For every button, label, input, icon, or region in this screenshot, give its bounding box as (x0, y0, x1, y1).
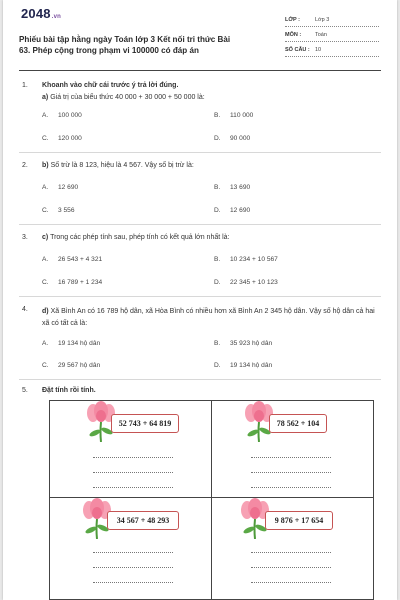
count-value: 10 (315, 47, 322, 53)
option-letter[interactable]: D. (214, 135, 221, 142)
option-letter[interactable]: B. (214, 256, 221, 263)
logo-suffix: .vn (51, 14, 62, 20)
class-underline (285, 26, 379, 27)
question-number: 3. (22, 234, 28, 241)
option-value[interactable]: 35 923 hộ dân (230, 340, 273, 347)
option-letter[interactable]: C. (42, 279, 49, 286)
question-part: a) (42, 94, 49, 101)
logo-text: 2048 (21, 6, 51, 21)
question-part: c) (42, 234, 49, 241)
exercise-box: 9 876 + 17 654 (265, 511, 333, 530)
exercise-box: 34 567 + 48 293 (107, 511, 179, 530)
question-text (42, 234, 230, 241)
option-value[interactable]: 16 789 + 1 234 (58, 279, 103, 286)
option-value[interactable]: 10 234 + 10 567 (230, 256, 278, 263)
option-letter[interactable]: A. (42, 340, 49, 347)
option-value[interactable]: 26 543 + 4 321 (58, 256, 103, 263)
question-heading: Khoanh vào chữ cái trước ý trả lời đúng. (42, 82, 179, 89)
grid-divider-vertical (211, 400, 212, 600)
answer-line[interactable] (251, 552, 331, 553)
question-number: 2. (22, 162, 28, 169)
answer-line[interactable] (93, 472, 173, 473)
option-value[interactable]: 29 567 hộ dân (58, 362, 101, 369)
option-letter[interactable]: A. (42, 256, 49, 263)
question-text (42, 306, 382, 330)
site-logo[interactable] (21, 6, 61, 21)
option-letter[interactable]: B. (214, 184, 221, 191)
worksheet-title: Phiếu bài tập hằng ngày Toán lớp 3 Kết nối tri thức Bài 63. Phép cộng trong phạm vi 100000 có đáp án (19, 35, 231, 55)
answer-line[interactable] (93, 582, 173, 583)
answer-line[interactable] (93, 552, 173, 553)
question-separator (19, 224, 381, 225)
option-value[interactable]: 12 690 (58, 184, 79, 191)
question-body: Giá trị của biểu thức 40 000 + 30 000 + 50 000 là: (50, 94, 205, 101)
option-value[interactable]: 110 000 (230, 112, 254, 119)
answer-line[interactable] (251, 567, 331, 568)
count-label: SỐ CÂU : (285, 47, 310, 53)
question-body: Trong các phép tính sau, phép tính có kết quả lớn nhất là: (50, 234, 230, 241)
option-letter[interactable]: A. (42, 112, 49, 119)
option-letter[interactable]: C. (42, 362, 49, 369)
question-part: b) (42, 162, 49, 169)
question-body: Xã Bình An có 16 789 hộ dân, xã Hòa Bình có nhiều hơn xã Bình An 2 345 hộ dân. Vậy số hộ dân cả hai xã có tất cả là: (42, 308, 375, 327)
subject-label: MÔN : (285, 32, 302, 38)
option-letter[interactable]: B. (214, 112, 221, 119)
answer-line[interactable] (251, 457, 331, 458)
option-letter[interactable]: D. (214, 279, 221, 286)
question-separator (19, 379, 381, 380)
option-value[interactable]: 19 134 hộ dân (58, 340, 101, 347)
question-separator (19, 152, 381, 153)
subject-value: Toán (315, 32, 327, 38)
question-body: Số trừ là 8 123, hiệu là 4 567. Vậy số bị trừ là: (50, 162, 194, 169)
answer-line[interactable] (251, 582, 331, 583)
answer-line[interactable] (93, 457, 173, 458)
question-part: d) (42, 308, 49, 315)
option-value[interactable]: 120 000 (58, 135, 82, 142)
option-letter[interactable]: C. (42, 135, 49, 142)
class-value: Lớp 3 (315, 17, 330, 23)
option-letter[interactable]: C. (42, 207, 49, 214)
option-letter[interactable]: B. (214, 340, 221, 347)
question-number: 5. (22, 387, 28, 394)
answer-line[interactable] (93, 567, 173, 568)
question-text (42, 94, 205, 101)
option-value[interactable]: 13 690 (230, 184, 251, 191)
option-value[interactable]: 3 556 (58, 207, 75, 214)
question-separator (19, 296, 381, 297)
option-value[interactable]: 19 134 hộ dân (230, 362, 273, 369)
option-value[interactable]: 100 000 (58, 112, 82, 119)
worksheet-page (3, 0, 397, 600)
option-value[interactable]: 22 345 + 10 123 (230, 279, 278, 286)
question-text (42, 162, 194, 169)
class-label: LỚP : (285, 17, 300, 23)
option-letter[interactable]: A. (42, 184, 49, 191)
count-underline (285, 56, 379, 57)
header-divider (19, 70, 381, 71)
question-number: 4. (22, 306, 28, 313)
exercise-box: 78 562 + 104 (269, 414, 327, 433)
question-number: 1. (22, 82, 28, 89)
subject-underline (285, 41, 379, 42)
option-value[interactable]: 90 000 (230, 135, 251, 142)
answer-line[interactable] (93, 487, 173, 488)
option-value[interactable]: 12 690 (230, 207, 251, 214)
answer-line[interactable] (251, 487, 331, 488)
answer-line[interactable] (251, 472, 331, 473)
option-letter[interactable]: D. (214, 362, 221, 369)
question-heading: Đặt tính rồi tính. (42, 387, 96, 394)
option-letter[interactable]: D. (214, 207, 221, 214)
exercise-box: 52 743 + 64 819 (111, 414, 179, 433)
